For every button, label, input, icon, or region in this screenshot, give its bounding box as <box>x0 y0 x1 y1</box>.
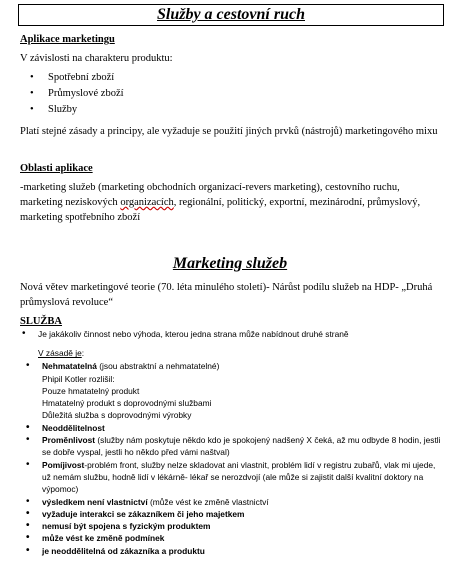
section-heading-aplikace: Aplikace marketingu <box>20 34 115 45</box>
section-heading-oblasti: Oblasti aplikace <box>20 163 93 174</box>
list-item: • Průmyslové zboží <box>20 86 442 102</box>
property-desc: (služby nám poskytuje někdo kdo je spokojený nadšený X čeká, až mu odbyde 8 hodin, jestli se dobře vyspal, jestli ho někdo před vámi naštval) <box>42 435 441 458</box>
marketing-intro: Nová větev marketingové teorie (70. léta minulého století)- Nárůst podílu služeb na HDP- „Druhá průmyslová revoluce“ <box>20 282 433 308</box>
sub-line: Pouze hmatatelný produkt <box>42 385 140 396</box>
oblasti-text-c: , regionální, politický, exportní, mezinárodní, průmyslový, marketing spotřebního zboží <box>20 197 421 223</box>
sluzba-list <box>20 328 442 340</box>
sluzba-heading: SLUŽBA <box>20 316 63 327</box>
vzasade-colon: : <box>81 348 85 359</box>
product-list <box>20 70 442 118</box>
property-desc: (jsou abstraktní a nehmatatelné) <box>96 361 220 372</box>
property-name: výsledkem není vlastnictví <box>42 496 148 507</box>
list-item: • nemusí být spojena s fyzickým produktem <box>24 520 442 532</box>
page-title: Služby a cestovní ruch <box>156 6 305 23</box>
list-item: • může vést ke změně podmínek <box>24 532 442 544</box>
list-item <box>24 496 442 508</box>
list-item: • Služby <box>20 102 442 118</box>
section-intro: V závislosti na charakteru produktu: <box>20 53 173 64</box>
oblasti-text <box>20 180 442 225</box>
list-item: • je neoddělitelná od zákazníka a produktu <box>24 545 442 557</box>
sub-line: Phipil Kotler rozlišil: <box>42 373 115 384</box>
vzasade-text: V zásadě je <box>38 348 82 359</box>
section-note: Platí stejné zásady a principy, ale vyžaduje se použití jiných prvků (nástrojů) marketingového mixu <box>20 126 438 137</box>
section-heading-marketing-sluzeb-wrap <box>0 255 460 273</box>
section-oblasti <box>20 163 442 225</box>
list-item: • vyžaduje interakci se zákazníkem či jeho majetkem <box>24 508 442 520</box>
list-item: • Neoddělitelnost <box>24 422 442 434</box>
property-name: Nehmatatelná <box>42 361 97 372</box>
section-marketing-sluzeb <box>20 280 442 557</box>
oblasti-text-a: -marketing služeb (marketing obchodních organizací-revers marketing), cestovního ruchu, marketing neziskových <box>20 182 400 208</box>
property-name: Pomíjivost <box>42 459 85 470</box>
sluzba-definition: • Je jakákoliv činnost nebo výhoda, kterou jedna strana může nabídnout druhé straně <box>20 328 442 340</box>
property-name: Proměnlivost <box>42 435 96 446</box>
vzasade-label <box>20 348 442 358</box>
sub-line: Hmatatelný produkt s doprovodnými službami <box>42 398 212 409</box>
misspelled-word: organizacích <box>120 197 174 208</box>
property-desc: (může vést ke změně vlastnictví <box>147 496 269 507</box>
property-desc: -problém front, služby nelze skladovat ani vlastnit, problém lidí v registru zubařů, vlak mi ujede, už nemám službu, hodně lidí v lékárně- lékař se nerozdvojí (ale může si zajistit další kvalitní doktory na výpomoc) <box>42 459 436 495</box>
section-aplikace <box>20 34 442 139</box>
page-title-box <box>18 4 444 26</box>
list-item <box>24 360 442 421</box>
list-item: • Spotřební zboží <box>20 70 442 86</box>
properties-list <box>20 360 442 557</box>
list-item <box>24 459 442 496</box>
section-heading-marketing-sluzeb: Marketing služeb <box>172 255 288 272</box>
list-item <box>24 434 442 459</box>
sub-line: Důležitá služba s doprovodnými výrobky <box>42 410 192 421</box>
